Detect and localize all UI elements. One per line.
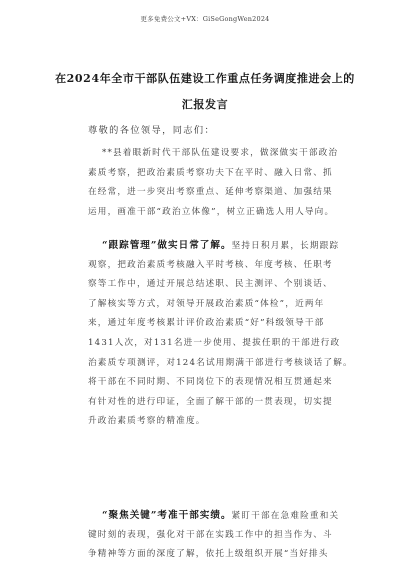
header-note: 更多免费公文+VX：GiSeGongWen2024 bbox=[140, 15, 270, 23]
document-title-line-2: 汇报发言 bbox=[181, 98, 229, 111]
paragraph-line: 运用，画准干部“政治立体像”，树立正确选人用人导向。 bbox=[88, 206, 335, 217]
paragraph-lead-heading: “聚焦关键”考准干部实绩。 bbox=[102, 510, 232, 521]
paragraph-line: 1431人次，对131名进一步使用、提拔任职的干部进行政 bbox=[88, 337, 341, 348]
paragraph-first-line bbox=[88, 506, 340, 526]
paragraph-line: 观察，把政治素质考核融入平时考核、年度考核、任职考 bbox=[88, 259, 333, 270]
paragraph-first-line bbox=[88, 236, 340, 256]
paragraph-line: 争精神等方面的深度了解，依托上级组织开展“当好排头 bbox=[88, 549, 329, 560]
paragraph-line: 键时刻的表现，强化对干部在实践工作中的担当作为、斗 bbox=[88, 529, 333, 540]
paragraph-line: 素质考察，把政治素质考察功夫下在平时、融入日常、抓 bbox=[88, 167, 333, 178]
paragraph-1 bbox=[88, 144, 339, 222]
paragraph-line-text: 坚持日积月累，长期跟踪 bbox=[231, 241, 340, 251]
greeting: 尊敬的各位领导，同志们： bbox=[88, 125, 216, 136]
paragraph-line: 治素质专项测评，对124名试用期满干部进行考核谈话了解。 bbox=[88, 357, 353, 368]
paragraph-line: 有针对性的进行印证，全面了解干部的一贯表现，切实提 bbox=[88, 396, 333, 407]
paragraph-line: 察等工作中，通过开展总结述职、民主测评、个别谈话、 bbox=[88, 279, 333, 290]
paragraph-line: **县着眼新时代干部队伍建设要求，做深做实干部政治 bbox=[102, 148, 339, 158]
paragraph-line: 升政治素质考察的精准度。 bbox=[88, 416, 206, 427]
document-title-line-1: 在2024年全市干部队伍建设工作重点任务调度推进会上的 bbox=[55, 72, 355, 85]
paragraph-line: 了解核实等方式，对领导开展政治素质“体检”，近两年 bbox=[88, 298, 325, 309]
paragraph-2 bbox=[88, 236, 353, 432]
paragraph-line: 在经常，进一步突出考察重点、延伸考察渠道、加强结果 bbox=[88, 187, 333, 198]
paragraph-lead-heading: “跟踪管理”做实日常了解。 bbox=[102, 240, 232, 251]
paragraph-line: 将干部在不同时期、不同岗位下的表现情况相互贯通起来 bbox=[88, 377, 333, 388]
paragraph-3 bbox=[88, 506, 340, 565]
paragraph-line: 来，通过年度考核累计评价政治素质“好”科级领导干部 bbox=[88, 318, 325, 329]
paragraph-line-text: 紧盯干部在急难险重和关 bbox=[231, 511, 340, 521]
